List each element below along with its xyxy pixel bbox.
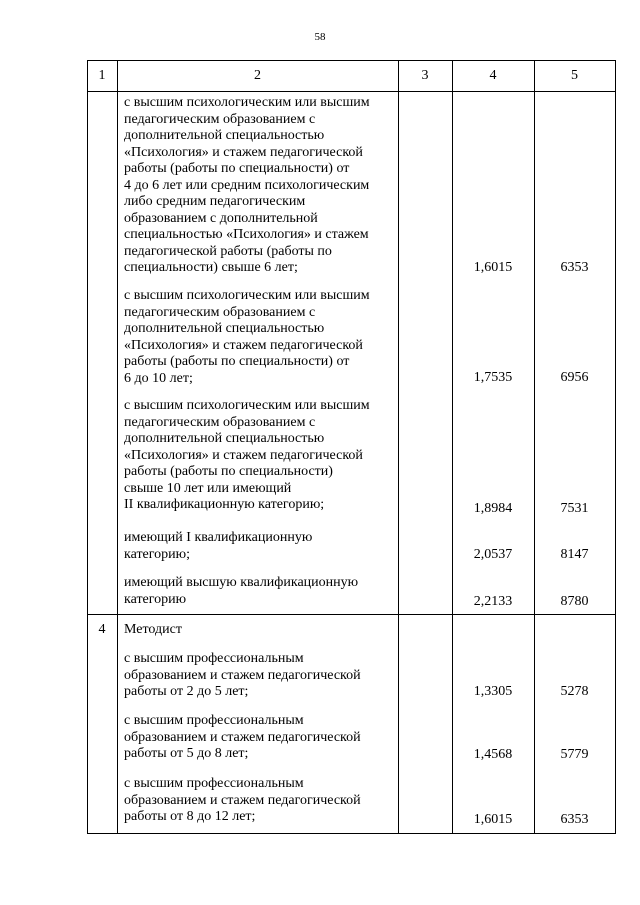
position-description: с высшим профессиональным образованием и стажем педагогической работы от 8 до 12 лет; xyxy=(124,776,361,824)
header-divider xyxy=(87,91,616,92)
header-col-2: 2 xyxy=(254,68,261,83)
salary-value: 5278 xyxy=(560,684,589,699)
salary-value: 8147 xyxy=(560,547,589,562)
table-border-left xyxy=(87,60,88,834)
col-divider-4 xyxy=(534,60,535,834)
position-description: имеющий высшую квалификационную категорию xyxy=(124,575,359,607)
salary-value: 6353 xyxy=(560,260,589,275)
position-description: с высшим профессиональным образованием и стажем педагогической работы от 5 до 8 лет; xyxy=(124,713,361,761)
coefficient-value: 2,0537 xyxy=(473,547,513,562)
position-description: с высшим психологическим или высшим педагогическим образованием с дополнительной специальностью «Психология» и стажем педагогической работы (работы по специальности) от 6 до 10 лет; xyxy=(124,288,370,386)
salary-value: 6353 xyxy=(560,812,589,827)
coefficient-value: 1,6015 xyxy=(473,260,513,275)
col-divider-3 xyxy=(452,60,453,834)
header-col-1: 1 xyxy=(98,68,106,83)
header-col-3: 3 xyxy=(421,68,429,83)
coefficient-value: 1,6015 xyxy=(473,812,513,827)
table-border-right xyxy=(615,60,616,834)
salary-table xyxy=(87,60,616,834)
position-title: Методист xyxy=(124,622,182,637)
coefficient-value: 1,4568 xyxy=(473,747,513,762)
salary-value: 5779 xyxy=(560,747,589,762)
position-description: имеющий I квалификационную категорию; xyxy=(124,530,313,562)
row-divider xyxy=(87,614,616,615)
position-description: с высшим психологическим или высшим педагогическим образованием с дополнительной специальностью «Психология» и стажем педагогической работы (работы по специальности) свыше 10 лет или имеющий II квалификационную категорию; xyxy=(124,398,370,512)
page-number: 58 xyxy=(314,31,326,43)
coefficient-value: 1,3305 xyxy=(473,684,513,699)
col-divider-1 xyxy=(117,60,118,834)
coefficient-value: 1,7535 xyxy=(473,370,513,385)
table-border-bottom xyxy=(87,833,616,834)
coefficient-value: 2,2133 xyxy=(473,594,513,609)
salary-value: 8780 xyxy=(560,594,589,609)
header-col-5: 5 xyxy=(571,68,578,83)
coefficient-value: 1,8984 xyxy=(473,501,513,516)
salary-value: 6956 xyxy=(560,370,589,385)
header-col-4: 4 xyxy=(489,68,497,83)
position-description: с высшим психологическим или высшим педагогическим образованием с дополнительной специальностью «Психология» и стажем педагогической работы (работы по специальности) от 4 до 6 лет или средним психологическим либо средним педагогическим образованием с дополнительной специальностью «Психология» и стажем педагогической работы (работы по специальности) свыше 6 лет; xyxy=(124,95,370,275)
position-description: с высшим профессиональным образованием и стажем педагогической работы от 2 до 5 лет; xyxy=(124,651,361,699)
salary-value: 7531 xyxy=(560,501,589,516)
col-divider-2 xyxy=(398,60,399,834)
row-number: 4 xyxy=(98,622,106,637)
